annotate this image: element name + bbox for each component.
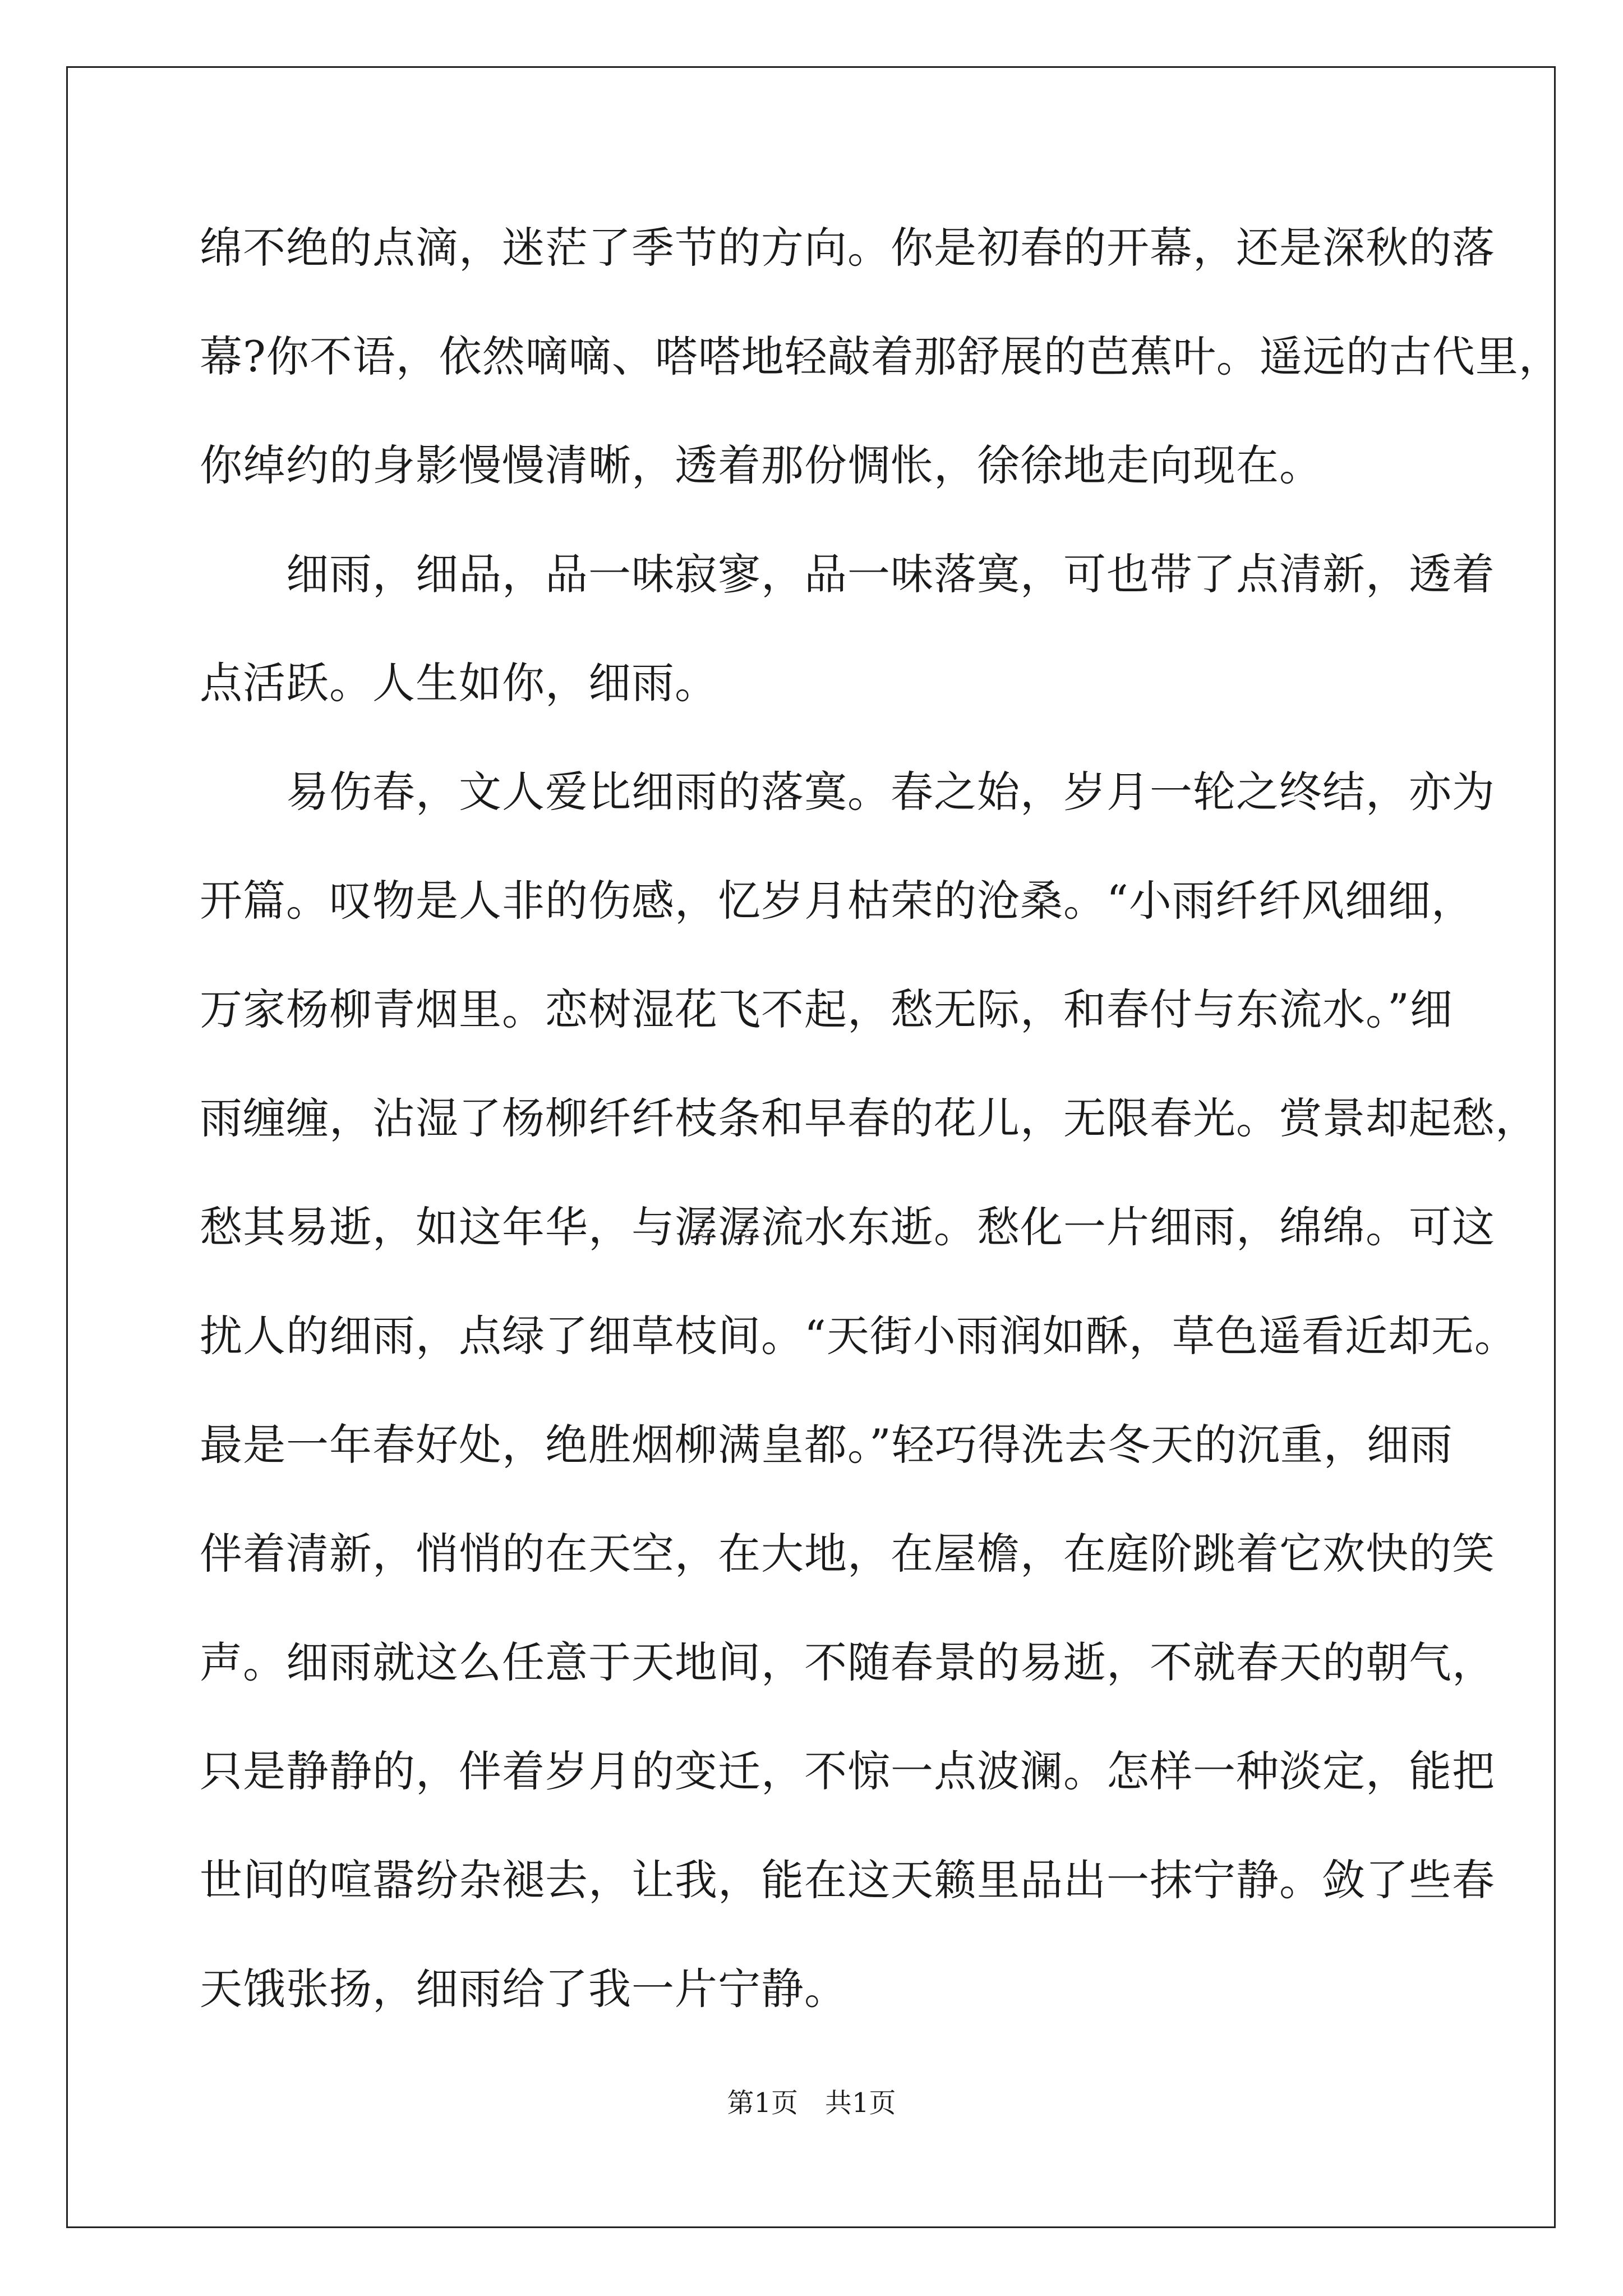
text-line: 世间的喧嚣纷杂褪去，让我，能在这天籁里品出一抹宁静。敛了些春 xyxy=(200,1855,1495,1905)
text-line: 你绰约的身影慢慢清晰，透着那份惆怅，徐徐地走向现在。 xyxy=(200,440,1322,490)
text-line: 万家杨柳青烟里。恋树湿花飞不起，愁无际，和春付与东流水。”细 xyxy=(200,984,1453,1034)
text-line: 只是静静的，伴着岁月的变迁，不惊一点波澜。怎样一种淡定，能把 xyxy=(200,1746,1495,1796)
text-line: 天饿张扬，细雨给了我一片宁静。 xyxy=(200,1964,847,2014)
text-line: 幕?你不语，依然嘀嘀、嗒嗒地轻敲着那舒展的芭蕉叶。遥远的古代里， xyxy=(200,332,1562,381)
text-line: 愁其易逝，如这年华，与潺潺流水东逝。愁化一片细雨，绵绵。可这 xyxy=(200,1202,1495,1252)
page-footer: 第1页 共1页 xyxy=(727,2087,896,2119)
text-line: 绵不绝的点滴，迷茫了季节的方向。你是初春的开幕，还是深秋的落 xyxy=(200,223,1495,273)
text-line: 雨缠缠，沾湿了杨柳纤纤枝条和早春的花儿，无限春光。赏景却起愁， xyxy=(200,1093,1538,1143)
document-body xyxy=(200,209,1562,2059)
text-line: 点活跃。人生如你，细雨。 xyxy=(200,658,718,708)
text-line: 最是一年春好处，绝胜烟柳满皇都。”轻巧得洗去冬天的沉重，细雨 xyxy=(200,1420,1453,1470)
text-line: 易伤春，文人爱比细雨的落寞。春之始，岁月一轮之终结，亦为 xyxy=(200,767,1495,817)
text-line: 扰人的细雨，点绿了细草枝间。“天街小雨润如酥，草色遥看近却无。 xyxy=(200,1311,1518,1361)
text-line: 声。细雨就这么任意于天地间，不随春景的易逝，不就春天的朝气， xyxy=(200,1637,1495,1687)
text-line: 开篇。叹物是人非的伤感，忆岁月枯荣的沧桑。“小雨纤纤风细细， xyxy=(200,876,1474,926)
text-line: 细雨，细品，品一味寂寥，品一味落寞，可也带了点清新，透着 xyxy=(200,549,1495,599)
text-line: 伴着清新，悄悄的在天空，在大地，在屋檐，在庭阶跳着它欢快的笑 xyxy=(200,1529,1495,1579)
